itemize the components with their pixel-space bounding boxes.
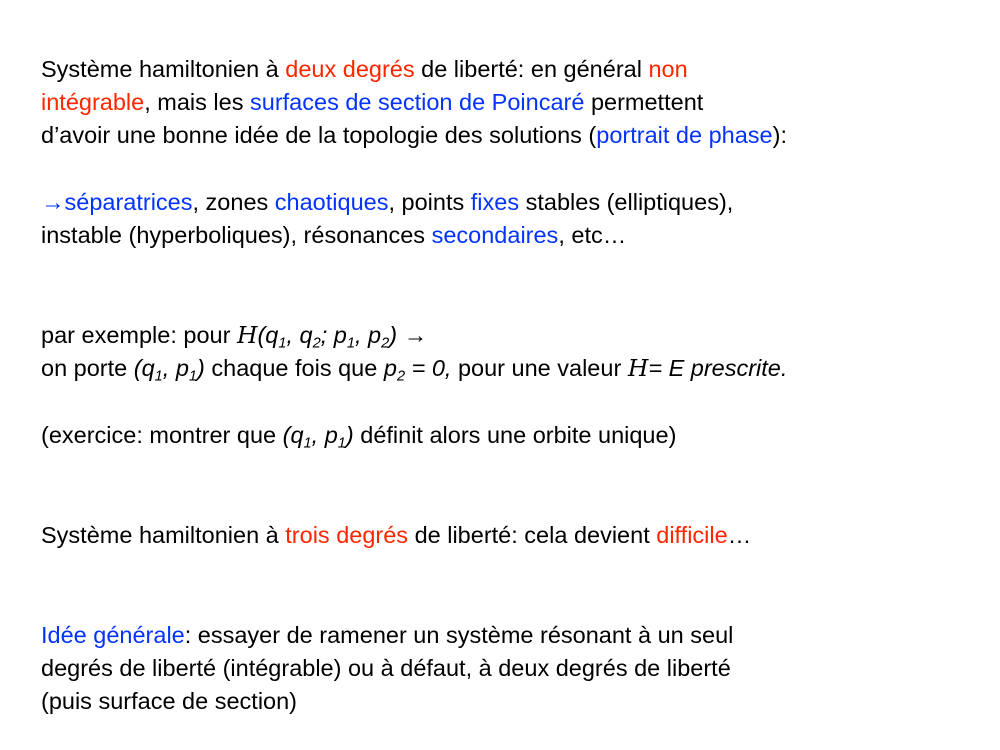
paragraph-two-degrees xyxy=(41,53,960,152)
line xyxy=(41,419,960,452)
highlight-deux-degres: deux degrés xyxy=(285,56,415,82)
text: chaque fois que xyxy=(204,355,384,381)
line xyxy=(41,319,960,352)
highlight-fixes: fixes xyxy=(470,189,520,215)
formula: $p_2 = 0$, xyxy=(383,355,452,385)
line: (puis surface de section) xyxy=(41,688,298,714)
highlight-trois-degres: trois degrés xyxy=(285,522,409,548)
highlight-idee-generale: Idée générale xyxy=(41,622,185,648)
text: , zones xyxy=(192,189,275,215)
formula: ($q_1$, $q_2$; $p_1$, $p_2$) xyxy=(257,322,398,352)
highlight-separatrices: séparatrices xyxy=(64,189,193,215)
arrow-icon: → xyxy=(41,189,65,215)
line xyxy=(41,519,960,552)
text: instable (hyperboliques), résonances xyxy=(41,222,432,248)
text: pour une valeur xyxy=(451,355,628,381)
text: (exercice: montrer que xyxy=(41,422,283,448)
text: de liberté: en général xyxy=(414,56,649,82)
formula: ($q_1$, $p_1$) xyxy=(282,422,354,452)
highlight-non: non xyxy=(648,56,688,82)
highlight-portrait-de-phase: portrait de phase xyxy=(596,122,773,148)
line xyxy=(41,86,960,119)
arrow-icon: → xyxy=(403,322,428,348)
highlight-difficile: difficile xyxy=(656,522,728,548)
highlight-integrable: intégrable xyxy=(41,89,145,115)
line xyxy=(41,119,960,152)
text: stables (elliptiques), xyxy=(519,189,734,215)
highlight-chaotiques: chaotiques xyxy=(274,189,389,215)
text: ): xyxy=(772,122,787,148)
text: , points xyxy=(388,189,471,215)
highlight-surfaces-poincare: surfaces de section de Poincaré xyxy=(250,89,585,115)
highlight-secondaires: secondaires xyxy=(431,222,559,248)
text: de liberté: cela devient xyxy=(408,522,657,548)
line: degrés de liberté (intégrable) ou à défaut, à deux degrés de liberté xyxy=(41,655,731,681)
text: définit alors une orbite unique) xyxy=(353,422,677,448)
text: , mais les xyxy=(144,89,250,115)
line xyxy=(41,219,960,252)
hamiltonian-symbol: H xyxy=(236,321,258,349)
formula: ($q_1$, $p_1$) xyxy=(133,355,205,385)
text: … xyxy=(727,522,752,548)
text: permettent xyxy=(584,89,704,115)
text: Système hamiltonien à xyxy=(41,522,286,548)
paragraph-general-idea xyxy=(41,619,960,718)
paragraph-features xyxy=(41,186,960,252)
paragraph-exercise xyxy=(41,419,960,452)
line xyxy=(41,352,960,385)
text: : essayer de ramener un système résonant à un seul xyxy=(184,622,734,648)
line xyxy=(41,619,960,652)
text: Système hamiltonien à xyxy=(41,56,286,82)
hamiltonian-symbol: H xyxy=(627,354,649,382)
formula: = E prescrite. xyxy=(648,355,788,381)
paragraph-three-degrees xyxy=(41,519,960,552)
text: par exemple: pour xyxy=(41,322,237,348)
text: , etc… xyxy=(558,222,627,248)
text: on porte xyxy=(41,355,134,381)
line xyxy=(41,53,960,86)
text: d’avoir une bonne idée de la topologie des solutions ( xyxy=(41,122,597,148)
line xyxy=(41,186,960,219)
paragraph-example xyxy=(41,319,960,385)
